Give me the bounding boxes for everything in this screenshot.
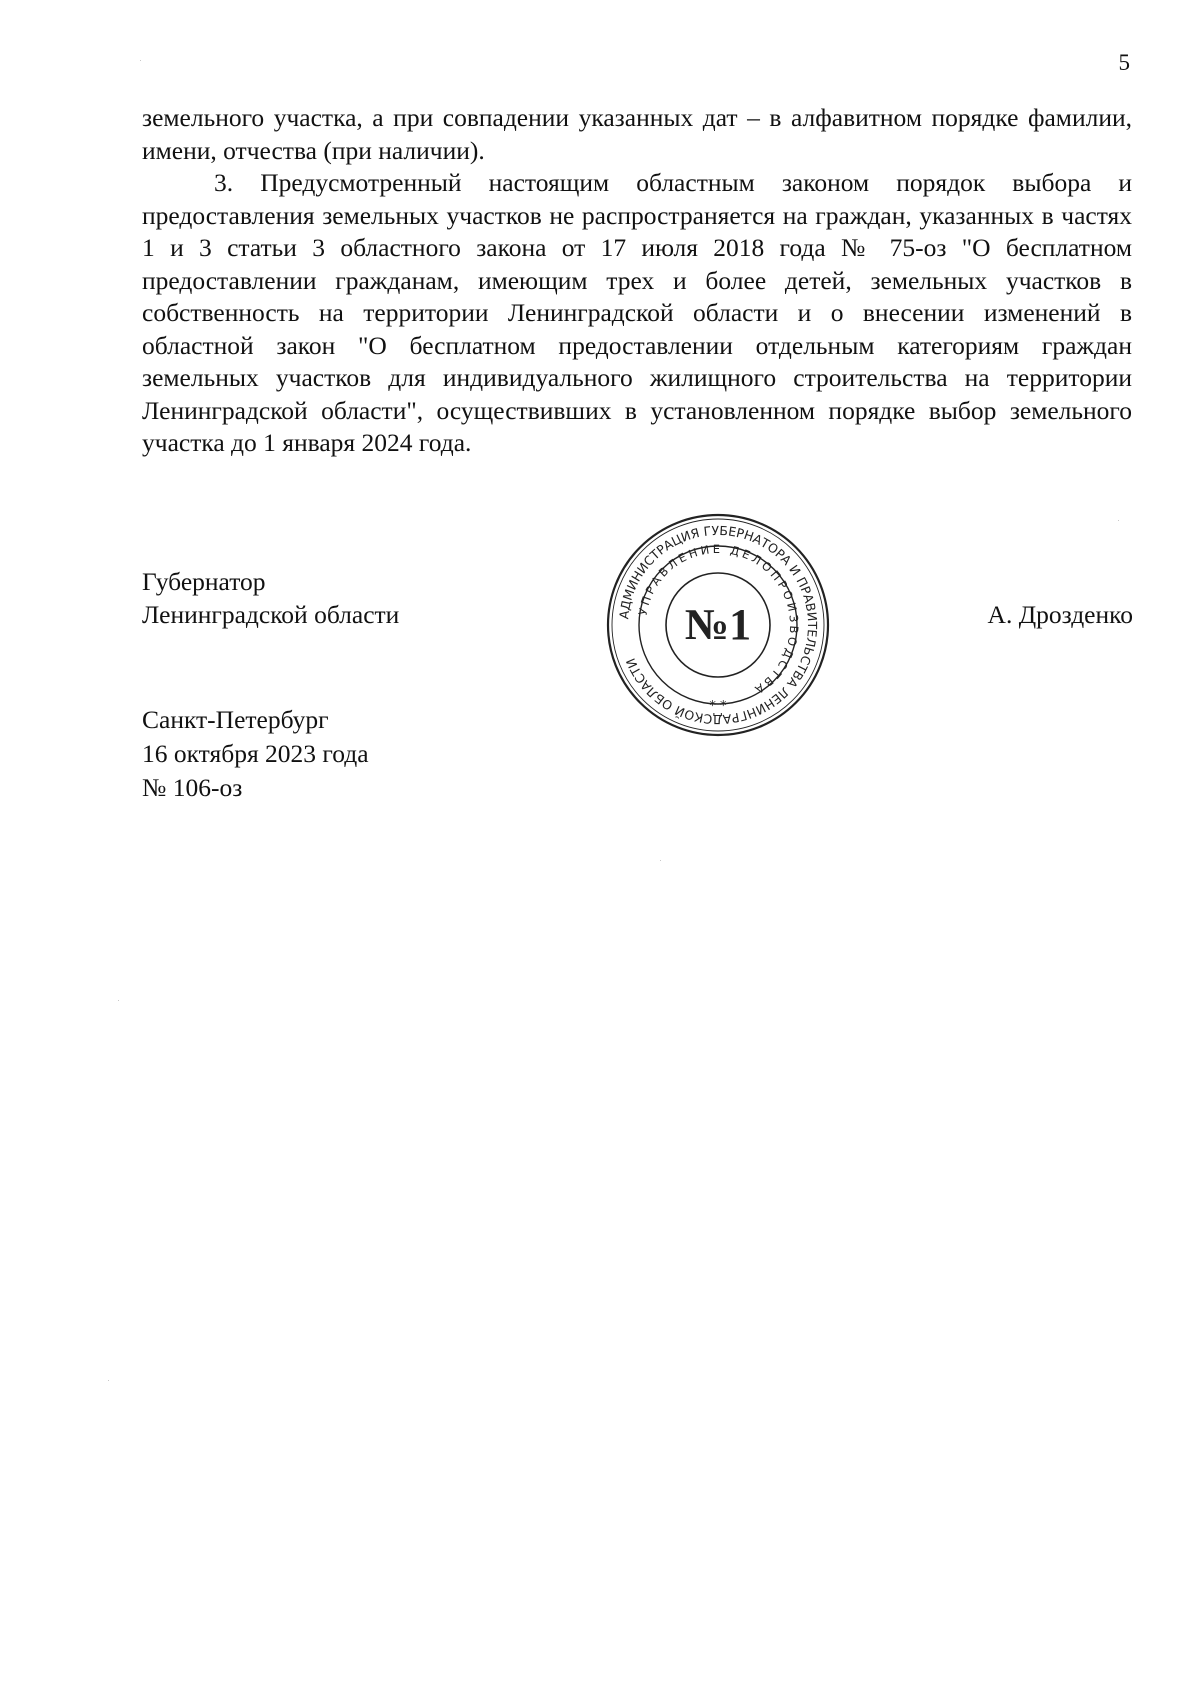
scan-artifact <box>118 1000 119 1001</box>
official-seal <box>603 510 833 740</box>
signatory-position <box>142 565 399 631</box>
issue-place: Санкт-Петербург <box>142 705 329 734</box>
paragraph-continuation: земельного участка, а при совпадении указанных дат – в алфавитном порядке фамилии, имени, отчества (при наличии). <box>142 103 1132 165</box>
scan-artifact <box>1118 520 1119 521</box>
seal-outer-text: АДМИНИСТРАЦИЯ ГУБЕРНАТОРА И ПРАВИТЕЛЬСТВА ЛЕНИНГРАДСКОЙ ОБЛАСТИ <box>616 522 821 728</box>
issue-details <box>142 703 369 805</box>
issue-date: 16 октября 2023 года <box>142 739 369 768</box>
signatory-name: А. Дрозденко <box>987 600 1133 629</box>
law-number: № 106-оз <box>142 773 243 802</box>
law-text <box>142 102 1132 460</box>
seal-inner-text: УПРАВЛЕНИЕ ДЕЛОПРОИЗВОДСТВА <box>635 541 802 699</box>
scan-artifact <box>660 860 661 861</box>
signatory-region: Ленинградской области <box>142 600 400 629</box>
seal-star-icon: * * <box>709 699 727 714</box>
scan-artifact <box>108 1380 109 1381</box>
scan-artifact <box>140 60 141 61</box>
seal-center-number: №1 <box>684 600 752 649</box>
page-number: 5 <box>1118 50 1130 75</box>
paragraph-item-3: 3. Предусмотренный настоящим областным законом порядок выбора и предоставления земельных участков не распространяется на граждан, указанных в частях 1 и 3 статьи 3 областного закона от 17 июля 2018 года № 75-оз "О бесплатном предоставлении гражданам, имеющим трех и более детей, земельных участков в собственность на территории Ленинградской области и о внесении изменений в областной закон "О бесплатном предоставлении отдельным категориям граждан земельных участков для индивидуального жилищного строительства на территории Ленинградской области", осуществивших в установленном порядке выбор земельного участка до 1 января 2024 года. <box>142 168 1132 457</box>
signatory-title: Губернатор <box>142 567 266 596</box>
